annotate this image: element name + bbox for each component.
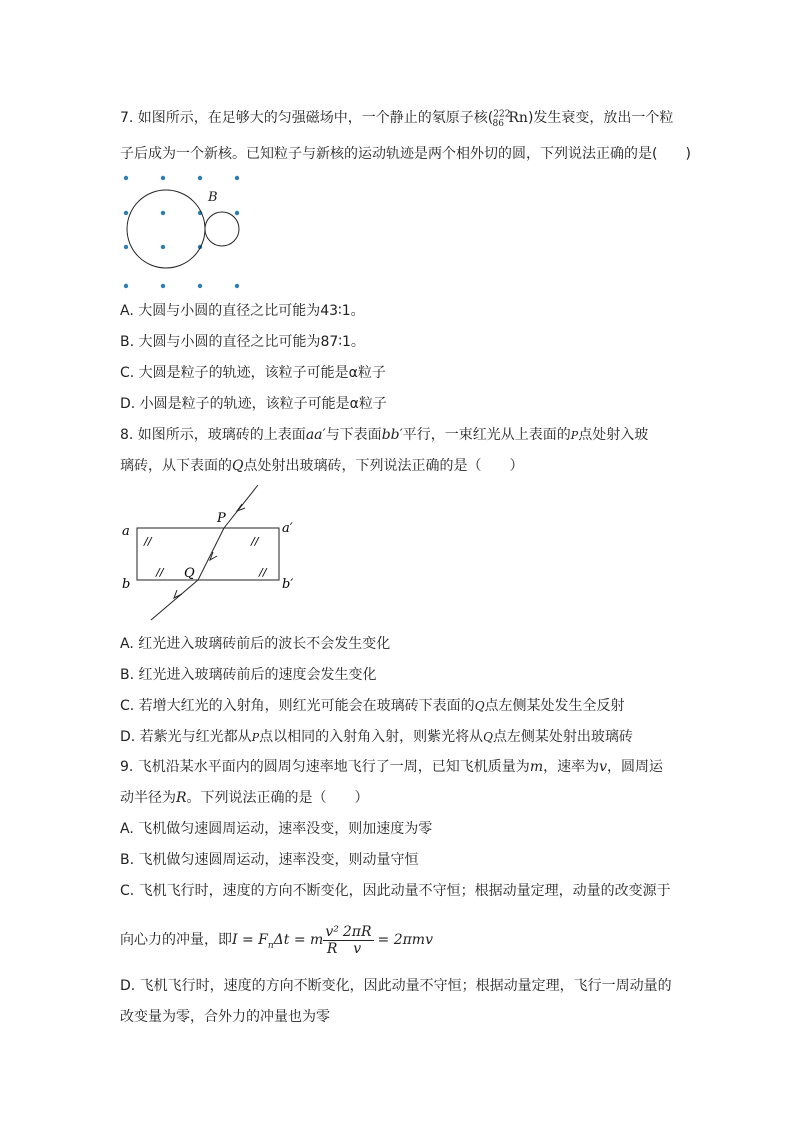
glass-hatch-1: // bbox=[144, 535, 152, 548]
label-b-prime: b′ bbox=[282, 577, 294, 592]
label-a-prime: a′ bbox=[282, 521, 293, 536]
q9-stem-line1: 9. 飞机沿某水平面内的圆周匀速率地飞行了一周，已知飞机质量为m，速率为v，圆周运 bbox=[120, 759, 664, 775]
q9-stem-line2: 动半径为R。下列说法正确的是（ ） bbox=[120, 790, 369, 806]
q7-option-d[interactable]: D. 小圆是粒子的轨迹，该粒子可能是α粒子 bbox=[120, 396, 387, 412]
q7-magnetic-field-figure bbox=[118, 170, 248, 294]
glass-hatch-3: // bbox=[156, 566, 164, 579]
q9-option-c-line2[interactable]: 向心力的冲量，即$I = F_n\Delta t = m$ $\frac{\text{v²}}{R}$ $\frac{2\pi R}{v}$ = 2πmv bbox=[120, 923, 433, 957]
q9-option-a[interactable]: A. 飞机做匀速圆周运动，速率没变，则加速度为零 bbox=[120, 821, 433, 837]
q8-glass-block-figure bbox=[118, 482, 303, 622]
glass-hatch-2: // bbox=[251, 535, 259, 548]
q8-option-c[interactable]: C. 若增大红光的入射角，则红光可能会在玻璃砖下表面的Q点左侧某处发生全反射 bbox=[120, 698, 625, 714]
nuclide-notation: $^{222}_{86}$ Rn bbox=[492, 109, 528, 129]
q8-option-a[interactable]: A. 红光进入玻璃砖前后的波长不会发生变化 bbox=[120, 636, 391, 652]
q8-stem-line2: 璃砖，从下表面的Q点处射出玻璃砖，下列说法正确的是（ ） bbox=[120, 458, 524, 474]
glass-hatch-4: // bbox=[259, 566, 267, 579]
q8-option-b[interactable]: B. 红光进入玻璃砖前后的速度会发生变化 bbox=[120, 667, 377, 683]
fraction-2piR-over-v: $\frac{2\pi R}{v}$ bbox=[342, 923, 372, 957]
small-orbit bbox=[205, 212, 239, 246]
q7-option-b[interactable]: B. 大圆与小圆的直径之比可能为87∶1。 bbox=[120, 334, 365, 350]
incident-ray bbox=[224, 485, 258, 528]
field-dots bbox=[124, 176, 239, 288]
q8-option-d[interactable]: D. 若紫光与红光都从P点以相同的入射角入射，则紫光将从Q点左侧某处射出玻璃砖 bbox=[120, 729, 633, 745]
q9-option-b[interactable]: B. 飞机做匀速圆周运动，速率没变，则动量守恒 bbox=[120, 852, 419, 868]
impulse-formula: $I = F_n\Delta t = m$ bbox=[232, 932, 324, 951]
q7-stem-line2: 子后成为一个新核。已知粒子与新核的运动轨迹是两个相外切的圆，下列说法正确的是( ) bbox=[120, 146, 691, 162]
q9-option-c-line1[interactable]: C. 飞机飞行时，速度的方向不断变化，因此动量不守恒；根据动量定理，动量的改变源于 bbox=[120, 883, 671, 899]
q9-option-d-line1[interactable]: D. 飞机飞行时，速度的方向不断变化，因此动量不守恒；根据动量定理，飞行一周动量的 bbox=[120, 978, 672, 994]
large-orbit bbox=[127, 190, 205, 268]
label-a: a bbox=[122, 524, 130, 539]
label-Q: Q bbox=[184, 566, 195, 581]
q7-option-c[interactable]: C. 大圆是粒子的轨迹，该粒子可能是α粒子 bbox=[120, 365, 386, 381]
refracted-ray bbox=[198, 528, 224, 580]
emergent-ray bbox=[151, 580, 198, 620]
fraction-v2-over-R: $\frac{\text{v²}}{R}$ bbox=[325, 923, 339, 957]
q7-stem-line1: 7. 如图所示，在足够大的匀强磁场中，一个静止的氡原子核($^{222}_{86}$ Rn)发生衰变，放出一个粒 bbox=[120, 109, 674, 129]
label-b: b bbox=[122, 577, 131, 592]
label-B: B bbox=[208, 190, 218, 205]
q7-option-a[interactable]: A. 大圆与小圆的直径之比可能为43∶1。 bbox=[120, 303, 365, 319]
label-P: P bbox=[217, 511, 226, 526]
q8-stem-line1: 8. 如图所示，玻璃砖的上表面aa′与下表面bb′平行，一束红光从上表面的P点处射入玻 bbox=[120, 427, 649, 443]
q9-option-d-line2[interactable]: 改变量为零，合外力的冲量也为零 bbox=[120, 1009, 330, 1025]
